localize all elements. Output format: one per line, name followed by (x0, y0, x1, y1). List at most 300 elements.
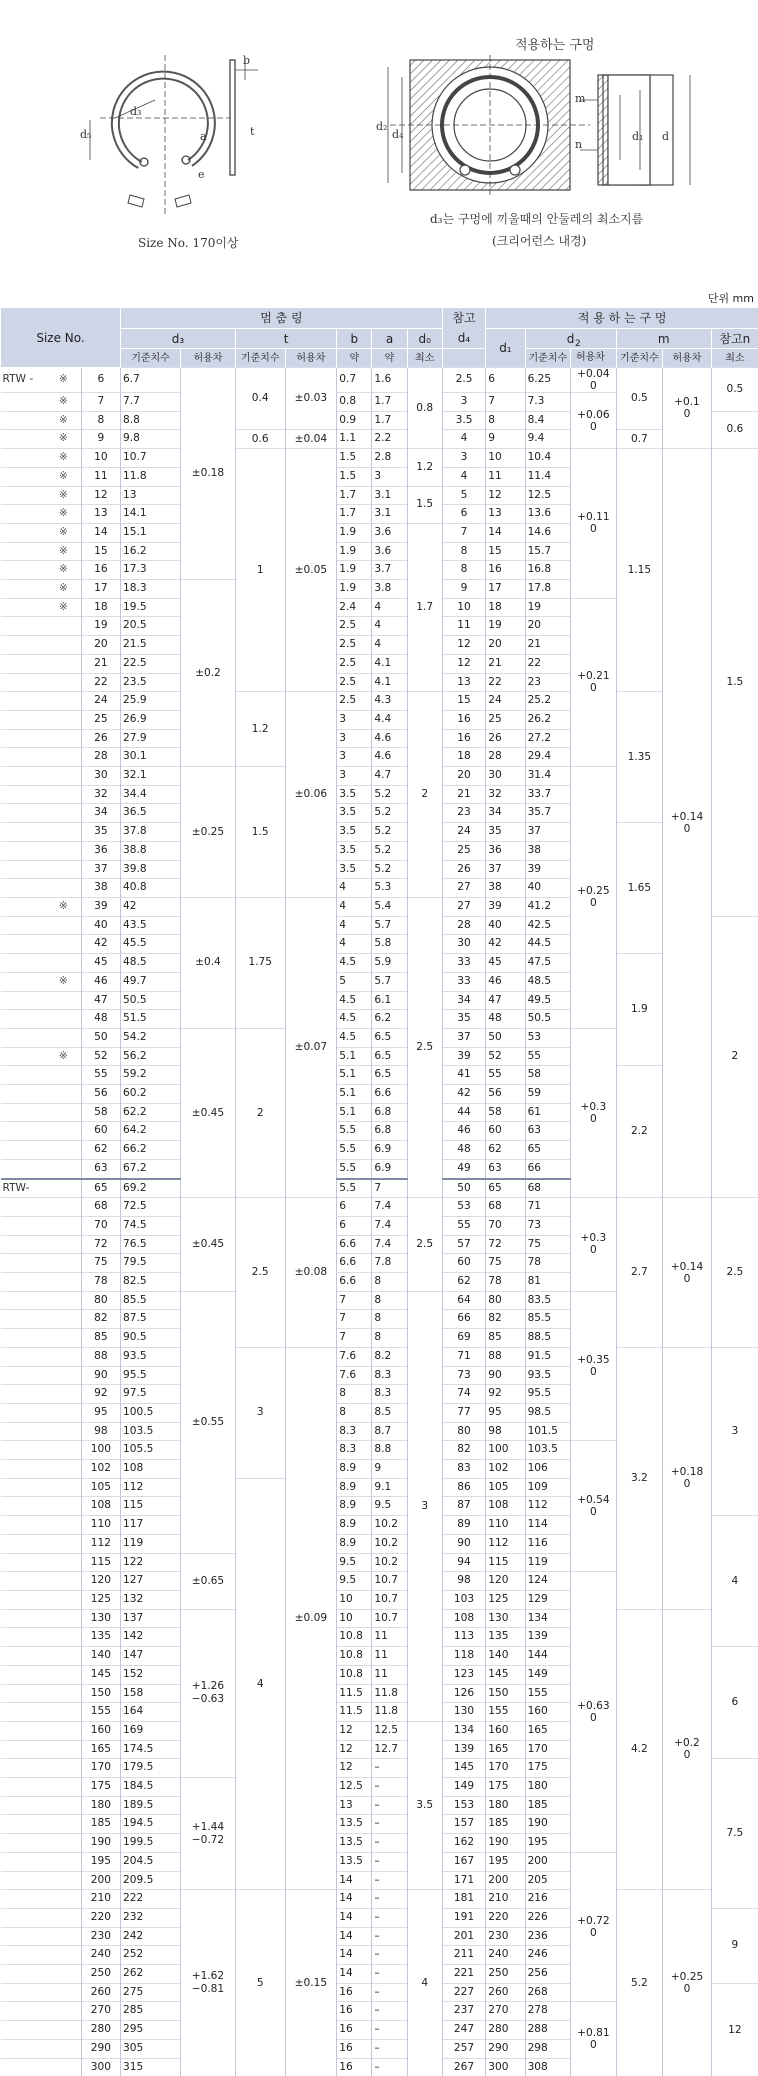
d1-value: 48 (486, 1010, 525, 1029)
series-prefix (1, 1291, 47, 1310)
size-no: 300 (81, 2058, 120, 2076)
sub-m-tol: 허용차 (663, 349, 712, 368)
d2-basis: 53 (525, 1028, 571, 1047)
d1-value: 170 (486, 1759, 525, 1778)
b-value: 16 (337, 2039, 372, 2058)
d2-basis: 65 (525, 1141, 571, 1160)
table-row (1, 692, 758, 711)
special-marker (46, 1403, 81, 1422)
d1-value: 145 (486, 1665, 525, 1684)
b-value: 8.9 (337, 1516, 372, 1535)
d1-value: 37 (486, 860, 525, 879)
d1-value: 90 (486, 1366, 525, 1385)
d2-basis: 40 (525, 879, 571, 898)
size-no: 70 (81, 1216, 120, 1235)
a-value: – (372, 1778, 407, 1797)
b-value: 12.5 (337, 1778, 372, 1797)
b-value: 4.5 (337, 954, 372, 973)
d3-basis: 18.3 (121, 580, 181, 599)
d2-basis: 23 (525, 673, 571, 692)
cell-n-ref: 2.5 (711, 1198, 758, 1348)
series-prefix (1, 654, 47, 673)
special-marker (46, 1815, 81, 1834)
series-prefix (1, 1946, 47, 1965)
d1-value: 19 (486, 617, 525, 636)
special-marker (46, 1572, 81, 1591)
d3-basis: 79.5 (121, 1254, 181, 1273)
d3-basis: 100.5 (121, 1403, 181, 1422)
b-value: 3.5 (337, 860, 372, 879)
a-value: 8 (372, 1273, 407, 1292)
b-value: 2.5 (337, 636, 372, 655)
b-value: 7 (337, 1291, 372, 1310)
a-value: 6.8 (372, 1103, 407, 1122)
d2-basis: 38 (525, 841, 571, 860)
d4-value: 130 (442, 1703, 485, 1722)
b-value: 9.5 (337, 1553, 372, 1572)
b-value: 1.7 (337, 505, 372, 524)
series-prefix (1, 1721, 47, 1740)
d1-value: 6 (486, 368, 525, 393)
unit-label: 단위 mm (708, 290, 754, 306)
d4-value: 27 (442, 879, 485, 898)
d4-value: 71 (442, 1347, 485, 1366)
d1-value: 200 (486, 1871, 525, 1890)
size-no: 9 (81, 430, 120, 449)
header-d2-label: d (567, 332, 575, 346)
size-no: 42 (81, 935, 120, 954)
d4-value: 3 (442, 393, 485, 412)
series-prefix (1, 2039, 47, 2058)
d3-basis: 85.5 (121, 1291, 181, 1310)
b-value: 14 (337, 1946, 372, 1965)
d2-basis: 155 (525, 1684, 571, 1703)
d4-value: 98 (442, 1572, 485, 1591)
special-marker (46, 1852, 81, 1871)
cell-d2-tol: +0.21 0 (571, 598, 617, 766)
d4-value: 21 (442, 785, 485, 804)
header-b: b (337, 329, 372, 349)
a-value: – (372, 1890, 407, 1909)
d1-value: 21 (486, 654, 525, 673)
special-marker (46, 1965, 81, 1984)
d3-basis: 275 (121, 1983, 181, 2002)
cell-d3-tol: +1.62 −0.81 (181, 1890, 236, 2076)
b-value: 7.6 (337, 1347, 372, 1366)
d4-value: 33 (442, 954, 485, 973)
d4-value: 77 (442, 1403, 485, 1422)
a-value: 5.2 (372, 804, 407, 823)
special-marker: ※ (46, 411, 81, 430)
b-value: 16 (337, 2002, 372, 2021)
cell-d2-tol: +0.3 0 (571, 1028, 617, 1197)
size-no: 75 (81, 1254, 120, 1273)
d1-value: 130 (486, 1609, 525, 1628)
series-prefix (1, 636, 47, 655)
d2-basis: 95.5 (525, 1385, 571, 1404)
cell-m-tol: +0.1 0 (663, 368, 712, 449)
d4-value: 18 (442, 748, 485, 767)
a-value: 11 (372, 1647, 407, 1666)
d2-basis: 226 (525, 1908, 571, 1927)
d2-basis: 98.5 (525, 1403, 571, 1422)
d1-value: 220 (486, 1908, 525, 1927)
d3-basis: 19.5 (121, 598, 181, 617)
d1-value: 240 (486, 1946, 525, 1965)
header-d1: d₁ (486, 329, 525, 368)
series-prefix (1, 1609, 47, 1628)
d2-basis: 26.2 (525, 710, 571, 729)
series-prefix (1, 954, 47, 973)
d2-basis: 11.4 (525, 467, 571, 486)
d2-basis: 139 (525, 1628, 571, 1647)
a-value: 7.4 (372, 1216, 407, 1235)
d2-basis: 288 (525, 2021, 571, 2040)
special-marker (46, 916, 81, 935)
a-value: 9.1 (372, 1478, 407, 1497)
d4-value: 11 (442, 617, 485, 636)
special-marker: ※ (46, 897, 81, 916)
size-no: 38 (81, 879, 120, 898)
series-prefix (1, 1759, 47, 1778)
cell-d3-tol: +1.44 −0.72 (181, 1778, 236, 1890)
special-marker (46, 1908, 81, 1927)
d4-value: 126 (442, 1684, 485, 1703)
d1-value: 40 (486, 916, 525, 935)
a-value: 11 (372, 1628, 407, 1647)
d4-value: 94 (442, 1553, 485, 1572)
d4-value: 162 (442, 1834, 485, 1853)
d2-basis: 63 (525, 1122, 571, 1141)
d2-basis: 15.7 (525, 542, 571, 561)
series-prefix (1, 542, 47, 561)
a-value: – (372, 1927, 407, 1946)
b-value: 1.5 (337, 449, 372, 468)
d4-value: 15 (442, 692, 485, 711)
special-marker (46, 1347, 81, 1366)
series-prefix (1, 823, 47, 842)
size-no: 88 (81, 1347, 120, 1366)
special-marker (46, 1983, 81, 2002)
d1-value: 42 (486, 935, 525, 954)
size-no: 16 (81, 561, 120, 580)
special-marker: ※ (46, 467, 81, 486)
size-no: 90 (81, 1366, 120, 1385)
d3-basis: 9.8 (121, 430, 181, 449)
size-no: 145 (81, 1665, 120, 1684)
b-value: 1.9 (337, 580, 372, 599)
d4-value: 48 (442, 1141, 485, 1160)
size-no: 95 (81, 1403, 120, 1422)
d3-basis: 32.1 (121, 767, 181, 786)
a-value: 6.5 (372, 1028, 407, 1047)
d2-basis: 308 (525, 2058, 571, 2076)
a-value: 9.5 (372, 1497, 407, 1516)
b-value: 10.8 (337, 1647, 372, 1666)
d2-basis: 190 (525, 1815, 571, 1834)
a-value: – (372, 1852, 407, 1871)
size-no: 26 (81, 729, 120, 748)
a-value: 5.4 (372, 897, 407, 916)
a-value: 8 (372, 1329, 407, 1348)
series-prefix (1, 1852, 47, 1871)
b-value: 14 (337, 1890, 372, 1909)
series-prefix: RTW - (1, 368, 47, 393)
cell-d2-tol: +0.72 0 (571, 1852, 617, 2002)
d1-value: 72 (486, 1235, 525, 1254)
a-value: 6.5 (372, 1066, 407, 1085)
d3-basis: 137 (121, 1609, 181, 1628)
d4-value: 227 (442, 1983, 485, 2002)
d2-basis: 149 (525, 1665, 571, 1684)
d1-value: 180 (486, 1796, 525, 1815)
d4-value: 247 (442, 2021, 485, 2040)
size-no: 8 (81, 411, 120, 430)
b-value: 7.6 (337, 1366, 372, 1385)
cell-t-basis: 0.4 (235, 368, 285, 430)
b-value: 12 (337, 1740, 372, 1759)
d2-basis: 93.5 (525, 1366, 571, 1385)
a-value: 8.5 (372, 1403, 407, 1422)
special-marker (46, 636, 81, 655)
d2-basis: 180 (525, 1778, 571, 1797)
d3-basis: 285 (121, 2002, 181, 2021)
d3-basis: 93.5 (121, 1347, 181, 1366)
a-value: – (372, 1946, 407, 1965)
special-marker (46, 692, 81, 711)
cell-n-ref: 0.6 (711, 411, 758, 448)
series-prefix (1, 1983, 47, 2002)
series-prefix (1, 1347, 47, 1366)
left-caption: Size No. 170이상 (138, 234, 239, 251)
b-value: 12 (337, 1721, 372, 1740)
label-d1: d₁ (632, 130, 643, 143)
cell-d0: 1.5 (407, 486, 442, 523)
cell-t-basis: 1.5 (235, 767, 285, 898)
a-value: 5.2 (372, 785, 407, 804)
d1-value: 26 (486, 729, 525, 748)
series-prefix (1, 1908, 47, 1927)
cell-m-basis: 0.7 (616, 430, 663, 449)
d3-basis: 6.7 (121, 368, 181, 393)
cell-n-ref: 4 (711, 1516, 758, 1647)
size-no: 125 (81, 1591, 120, 1610)
series-prefix (1, 1066, 47, 1085)
label-d2: d₂ (376, 120, 387, 133)
d4-value: 123 (442, 1665, 485, 1684)
d4-value: 8 (442, 542, 485, 561)
series-prefix (1, 1047, 47, 1066)
b-value: 2.5 (337, 673, 372, 692)
size-no: 280 (81, 2021, 120, 2040)
d1-value: 108 (486, 1497, 525, 1516)
series-prefix (1, 1103, 47, 1122)
size-no: 6 (81, 368, 120, 393)
d4-value: 191 (442, 1908, 485, 1927)
d3-basis: 90.5 (121, 1329, 181, 1348)
special-marker (46, 1103, 81, 1122)
d1-value: 70 (486, 1216, 525, 1235)
special-marker (46, 1721, 81, 1740)
d2-basis: 278 (525, 2002, 571, 2021)
series-prefix (1, 767, 47, 786)
d2-basis: 31.4 (525, 767, 571, 786)
ring-and-hole-diagram (0, 0, 758, 265)
size-no: 34 (81, 804, 120, 823)
series-prefix (1, 1478, 47, 1497)
series-prefix (1, 1254, 47, 1273)
special-marker: ※ (46, 449, 81, 468)
b-value: 14 (337, 1908, 372, 1927)
size-no: 250 (81, 1965, 120, 1984)
table-row (1, 954, 758, 973)
d3-basis: 132 (121, 1591, 181, 1610)
a-value: 5.2 (372, 841, 407, 860)
cell-d3-tol: ±0.2 (181, 580, 236, 767)
cell-n-ref: 1.5 (711, 449, 758, 917)
snap-ring-drawing (90, 55, 258, 215)
special-marker (46, 1834, 81, 1853)
d4-value: 57 (442, 1235, 485, 1254)
d2-basis: 39 (525, 860, 571, 879)
d2-basis: 12.5 (525, 486, 571, 505)
cell-d0: 2.5 (407, 897, 442, 1197)
a-value: 4.6 (372, 748, 407, 767)
spec-table-body (1, 368, 758, 2076)
series-prefix (1, 1553, 47, 1572)
b-value: 10 (337, 1609, 372, 1628)
size-no: 155 (81, 1703, 120, 1722)
d3-basis: 51.5 (121, 1010, 181, 1029)
cell-m-basis: 1.65 (616, 823, 663, 954)
d1-value: 155 (486, 1703, 525, 1722)
a-value: – (372, 1796, 407, 1815)
d1-value: 175 (486, 1778, 525, 1797)
d1-value: 22 (486, 673, 525, 692)
a-value: 6.9 (372, 1141, 407, 1160)
size-no: 290 (81, 2039, 120, 2058)
cell-t-tol: ±0.15 (285, 1890, 337, 2076)
special-marker (46, 954, 81, 973)
sub-d4-blank (442, 349, 485, 368)
b-value: 10.8 (337, 1628, 372, 1647)
right-title: 적용하는 구멍 (515, 34, 594, 53)
b-value: 3 (337, 729, 372, 748)
sub-d3-basis: 기준치수 (121, 349, 181, 368)
special-marker (46, 1647, 81, 1666)
a-value: 7.4 (372, 1198, 407, 1217)
d1-value: 105 (486, 1478, 525, 1497)
d3-basis: 95.5 (121, 1366, 181, 1385)
d3-basis: 56.2 (121, 1047, 181, 1066)
d3-basis: 174.5 (121, 1740, 181, 1759)
d1-value: 10 (486, 449, 525, 468)
d1-value: 110 (486, 1516, 525, 1535)
special-marker (46, 2058, 81, 2076)
b-value: 6 (337, 1198, 372, 1217)
d2-basis: 55 (525, 1047, 571, 1066)
series-prefix (1, 1235, 47, 1254)
series-prefix (1, 1703, 47, 1722)
d2-basis: 22 (525, 654, 571, 673)
d2-basis: 246 (525, 1946, 571, 1965)
special-marker: ※ (46, 368, 81, 393)
d4-value: 83 (442, 1460, 485, 1479)
a-value: 5.7 (372, 916, 407, 935)
a-value: 4 (372, 617, 407, 636)
d2-basis: 101.5 (525, 1422, 571, 1441)
d4-value: 37 (442, 1028, 485, 1047)
d2-basis: 44.5 (525, 935, 571, 954)
d4-value: 237 (442, 2002, 485, 2021)
d3-basis: 127 (121, 1572, 181, 1591)
b-value: 6 (337, 1216, 372, 1235)
header-hole-group: 적 용 하 는 구 멍 (486, 308, 758, 329)
size-no: 185 (81, 1815, 120, 1834)
special-marker (46, 1946, 81, 1965)
d3-basis: 252 (121, 1946, 181, 1965)
d2-basis: 160 (525, 1703, 571, 1722)
size-no: 115 (81, 1553, 120, 1572)
d4-value: 171 (442, 1871, 485, 1890)
b-value: 0.8 (337, 393, 372, 412)
b-value: 10.8 (337, 1665, 372, 1684)
b-value: 5 (337, 972, 372, 991)
sub-d2-basis: 기준치수 (525, 349, 571, 368)
cell-d3-tol: ±0.18 (181, 368, 236, 580)
d1-value: 45 (486, 954, 525, 973)
d3-basis: 72.5 (121, 1198, 181, 1217)
d4-value: 53 (442, 1198, 485, 1217)
a-value: – (372, 1759, 407, 1778)
size-no: 108 (81, 1497, 120, 1516)
b-value: 5.1 (337, 1047, 372, 1066)
size-no: 102 (81, 1460, 120, 1479)
d3-basis: 50.5 (121, 991, 181, 1010)
b-value: 8.3 (337, 1441, 372, 1460)
size-no: 24 (81, 692, 120, 711)
cell-d2-tol: +0.04 0 (571, 368, 617, 393)
special-marker (46, 1066, 81, 1085)
d2-basis: 268 (525, 1983, 571, 2002)
d4-value: 149 (442, 1778, 485, 1797)
sub-d2-tol-label: 허용차 (576, 352, 605, 363)
b-value: 0.9 (337, 411, 372, 430)
d2-basis: 7.3 (525, 393, 571, 412)
series-prefix (1, 1497, 47, 1516)
b-value: 3.5 (337, 841, 372, 860)
d2-basis: 35.7 (525, 804, 571, 823)
series-prefix (1, 1572, 47, 1591)
d4-value: 90 (442, 1534, 485, 1553)
b-value: 3.5 (337, 785, 372, 804)
size-no: 82 (81, 1310, 120, 1329)
d2-basis: 19 (525, 598, 571, 617)
d1-value: 270 (486, 2002, 525, 2021)
cell-d3-tol: ±0.55 (181, 1291, 236, 1553)
d2-basis: 216 (525, 1890, 571, 1909)
cell-t-basis: 0.6 (235, 430, 285, 449)
d2-basis: 81 (525, 1273, 571, 1292)
series-prefix (1, 430, 47, 449)
d1-value: 63 (486, 1159, 525, 1178)
b-value: 3 (337, 710, 372, 729)
d4-value: 24 (442, 823, 485, 842)
special-marker: ※ (46, 972, 81, 991)
a-value: 3.6 (372, 542, 407, 561)
special-marker (46, 1385, 81, 1404)
cell-m-basis: 2.7 (616, 1198, 663, 1348)
